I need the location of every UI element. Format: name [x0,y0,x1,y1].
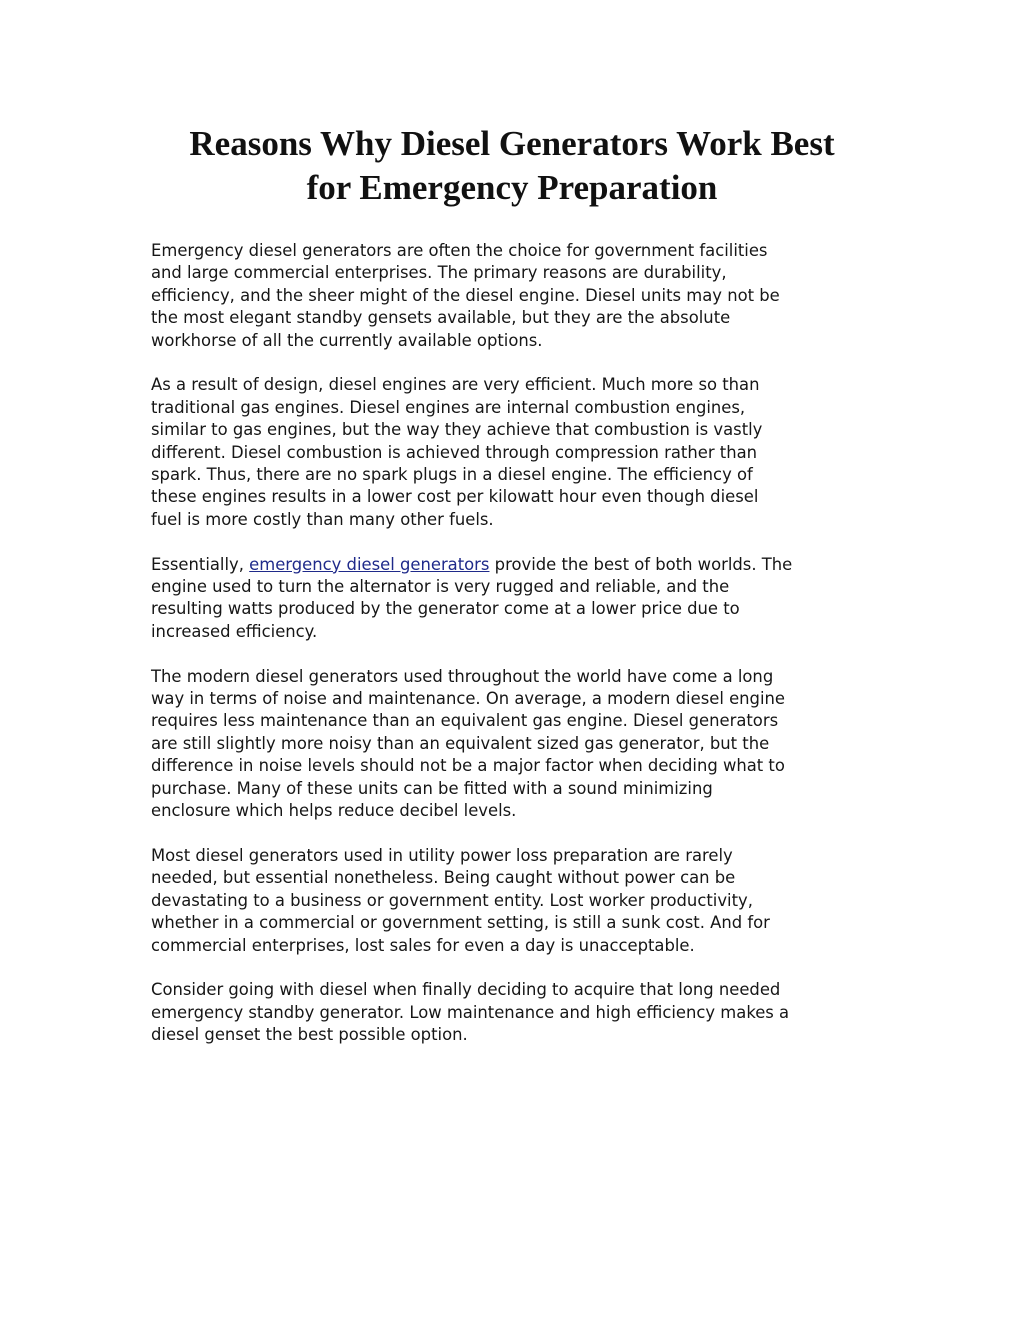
text-line: diesel genset the best possible option. [151,1025,468,1045]
text-line: way in terms of noise and maintenance. On average, a modern diesel engine [151,689,785,709]
text-line: traditional gas engines. Diesel engines are internal combustion engines, [151,397,746,417]
text-line: Most diesel generators used in utility power loss preparation are rarely [151,845,733,865]
text-after-link: provide the best of both worlds. The [489,554,793,574]
text-line: devastating to a business or government entity. Lost worker productivity, [151,890,753,910]
text-before-link: Essentially, [151,554,250,574]
text-line: fuel is more costly than many other fuels. [151,509,494,529]
text-line: increased efficiency. [151,621,318,641]
text-line: whether in a commercial or government setting, is still a sunk cost. And for [151,913,770,933]
text-line: the most elegant standby gensets available, but they are the absolute [151,308,731,328]
paragraph-6 [151,979,881,1046]
text-line: different. Diesel combustion is achieved through compression rather than [151,442,758,462]
document-title [150,122,874,210]
text-line: similar to gas engines, but the way they achieve that combustion is vastly [151,420,763,440]
text-line: As a result of design, diesel engines are very efficient. Much more so than [151,375,760,395]
text-line: The modern diesel generators used throughout the world have come a long [151,666,774,686]
text-line: emergency standby generator. Low maintenance and high efficiency makes a [151,1002,790,1022]
text-line: resulting watts produced by the generator come at a lower price due to [151,599,740,619]
paragraph-5 [151,845,881,957]
text-line: purchase. Many of these units can be fitted with a sound minimizing [151,778,713,798]
paragraph-3 [151,554,881,644]
text-line: requires less maintenance than an equivalent gas engine. Diesel generators [151,711,779,731]
paragraph-1 [151,240,881,352]
title-line-1: Reasons Why Diesel Generators Work Best [189,124,835,163]
text-line: engine used to turn the alternator is very rugged and reliable, and the [151,577,730,597]
text-line: commercial enterprises, lost sales for even a day is unacceptable. [151,935,695,955]
text-line: Consider going with diesel when finally deciding to acquire that long needed [151,980,781,1000]
text-line: Emergency diesel generators are often the choice for government facilities [151,241,768,260]
text-line: workhorse of all the currently available options. [151,330,543,350]
document-body [151,240,881,1069]
text-line-with-link [151,554,881,576]
text-line: enclosure which helps reduce decibel levels. [151,801,517,821]
title-line-2: for Emergency Preparation [306,168,718,207]
text-line: spark. Thus, there are no spark plugs in a diesel engine. The efficiency of [151,465,753,485]
text-line: difference in noise levels should not be a major factor when deciding what to [151,756,785,776]
text-line: these engines results in a lower cost per kilowatt hour even though diesel [151,487,759,507]
text-line: are still slightly more noisy than an equivalent sized gas generator, but the [151,733,770,753]
text-line: needed, but essential nonetheless. Being caught without power can be [151,868,736,888]
text-line: and large commercial enterprises. The primary reasons are durability, [151,263,727,283]
emergency-diesel-generators-link[interactable]: emergency diesel generators [249,554,490,574]
text-line: efficiency, and the sheer might of the diesel engine. Diesel units may not be [151,285,780,305]
paragraph-4 [151,666,881,823]
paragraph-2 [151,374,881,531]
